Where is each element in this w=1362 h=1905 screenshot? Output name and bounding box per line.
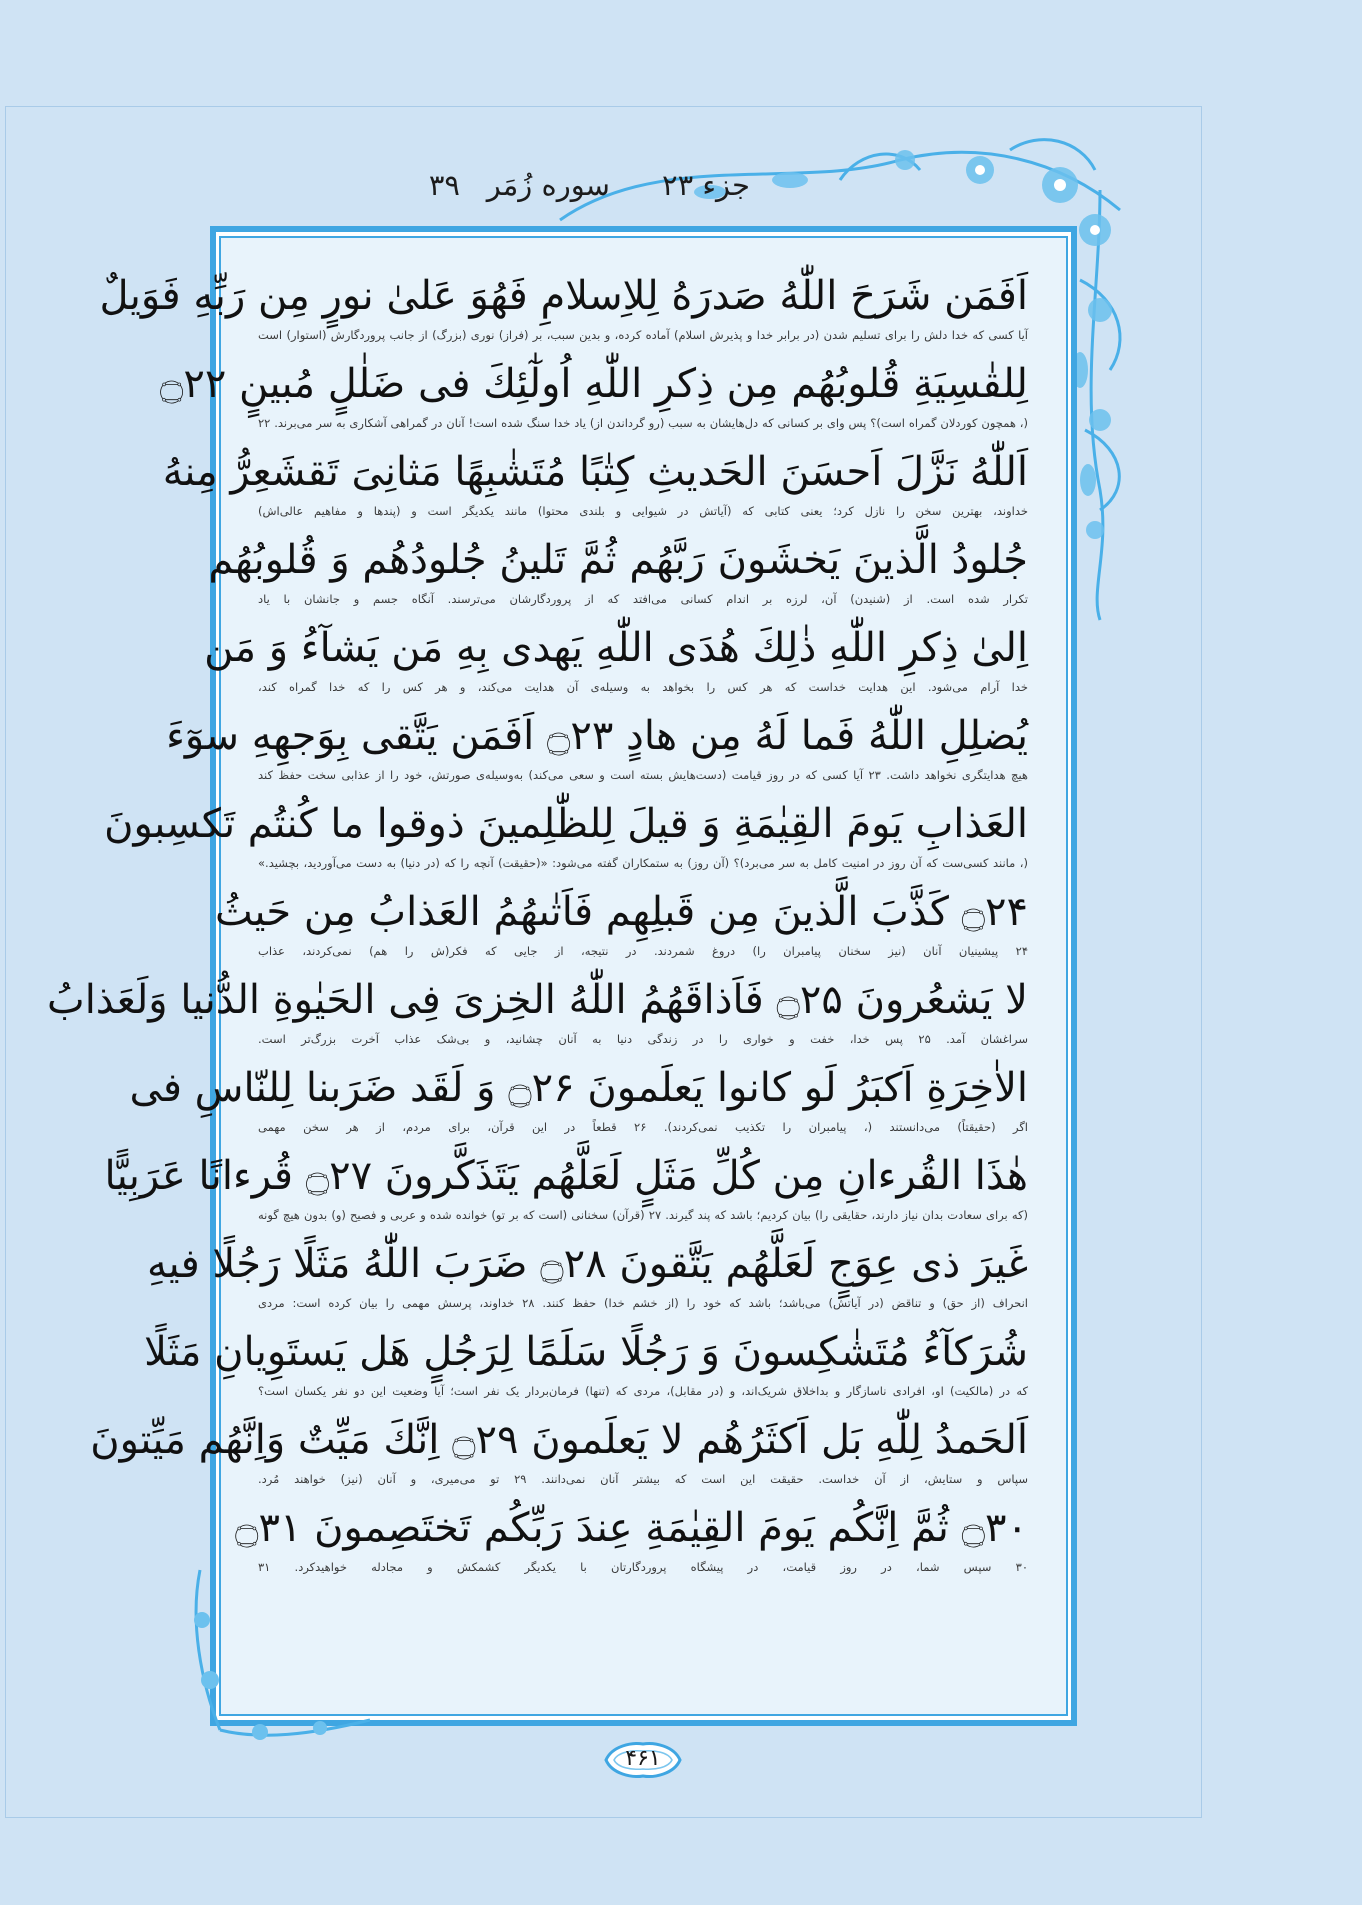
arabic-verse-line-4: جُلودُ الَّذينَ يَخشَونَ رَبَّهُم ثُمَّ تَلينُ جُلودُهُم وَ قُلوبُهُم <box>208 537 1028 583</box>
arabic-verse-line-8: ۝۲۴ كَذَّبَ الَّذينَ مِن قَبلِهِم فَاَتٰىهُمُ العَذابُ مِن حَيثُ <box>215 889 1028 935</box>
arabic-verse-line-1: اَفَمَن شَرَحَ اللّٰهُ صَدرَهُ لِلاِسلامِ فَهُوَ عَلىٰ نورٍ مِن رَبِّهِ فَوَيلٌ <box>99 273 1028 319</box>
persian-translation-line-14: سپاس و ستایش، از آن خداست. حقیقت این است که بیشتر آنان نمی‌دانند. ۲۹ تو می‌میری، و آنان (نیز) خواهند مُرد. <box>258 1472 1028 1486</box>
page-number-badge <box>602 1740 684 1780</box>
page-number: ۴۶۱ <box>625 1746 661 1771</box>
persian-translation-line-11: (که برای سعادت بدان نیاز دارند، حقایقی را) بیان کردیم؛ باشد که پند گیرند. ۲۷ (قرآن) سخنانی (است که بر تو) خوانده شده و عربی و فصیح (و) بدون هیچ گونه <box>258 1208 1029 1222</box>
arabic-verse-line-9: لا يَشعُرونَ ۝۲۵ فَاَذاقَهُمُ اللّٰهُ الخِزىَ فِى الحَيٰوةِ الدُّنيا وَلَعَذابُ <box>47 977 1028 1023</box>
verses-content <box>47 268 1029 1698</box>
page-header <box>390 168 750 208</box>
persian-translation-line-2: (، همچون کوردلان گمراه است)؟ پس وای بر کسانی که دل‌هایشان به سبب (رو گرداندن از) یاد خدا سنگ شده است! آنان در گمراهی آشکاری به سر می‌برند. ۲۲ <box>258 416 1028 430</box>
juz-label: جزء ۲۳ <box>662 168 750 202</box>
persian-translation-line-6: هیچ هدایتگری نخواهد داشت. ۲۳ آیا کسی که در روز قیامت (دست‌هایش بسته است و سعی می‌کند) به‌وسیله‌ی صورتش، خود را از عذابی سخت حفظ کند <box>258 768 1028 782</box>
arabic-verse-line-14: اَلحَمدُ لِلّٰهِ بَل اَكثَرُهُم لا يَعلَمونَ ۝۲۹ اِنَّكَ مَيِّتٌ وَاِنَّهُم مَيِّتونَ <box>90 1417 1028 1463</box>
arabic-verse-line-2: لِلقٰسِيَةِ قُلوبُهُم مِن ذِكرِ اللّٰهِ اُولٰٓئِكَ فى ضَلٰلٍ مُبينٍ ۝۲۲ <box>159 361 1028 407</box>
persian-translation-line-3: خداوند، بهترین سخن را نازل کرد؛ یعنی کتابی که (آیاتش در شیوایی و بلندی محتوا) مانند یکدیگر است و (پندها و مفاهیم عالی‌اش) <box>258 504 1028 518</box>
surah-title: سوره زُمَر <box>486 168 610 202</box>
persian-translation-line-15: ۳۰ سپس شما، در روز قیامت، در پیشگاه پروردگارتان با یکدیگر کشمکش و مجادله خواهید‌کرد. ۳۱ <box>258 1560 1028 1574</box>
arabic-verse-line-10: الاٰخِرَةِ اَكبَرُ لَو كانوا يَعلَمونَ ۝۲۶ وَ لَقَد ضَرَبنا لِلنّاسِ فى <box>129 1065 1028 1111</box>
persian-translation-line-9: سراغشان آمد. ۲۵ پس خدا، خفت و خواری را در زندگی دنیا به آنان چشانید، و بی‌شک عذاب آخرت بزرگ‌تر است. <box>258 1032 1028 1046</box>
persian-translation-line-13: که در (مالکیت) او، افرادی ناسازگار و بداخلاق شریک‌اند، و (در مقابل)، مردی که (تنها) فرمان‌بردار یک نفر است؛ آیا وضعیت این دو نفر یکسان است؟ <box>258 1384 1028 1398</box>
arabic-verse-line-7: العَذابِ يَومَ القِيٰمَةِ وَ قيلَ لِلظّٰلِمينَ ذوقوا ما كُنتُم تَكسِبونَ <box>104 801 1028 847</box>
persian-translation-line-7: (، مانند کسی‌ست که آن روز در امنیت کامل به سر می‌برد)؟ (آن روز) به ستمکاران گفته می‌شود: «(حقیقت) آنچه را که (در دنیا) به دست می‌آوردید، بچشید.» <box>258 856 1028 870</box>
persian-translation-line-8: ۲۴ پیشینیان آنان (نیز سخنان پیامبران را) دروغ شمردند. در نتیجه، از جایی که فکر(ش را هم) نمی‌کردند، عذاب <box>258 944 1028 958</box>
persian-translation-line-10: اگر (حقیقتاً) می‌دانستند (، پیامبران را تکذیب نمی‌کردند). ۲۶ قطعاً در این قرآن، برای مردم، از هر سخن مهمی <box>258 1120 1028 1134</box>
arabic-verse-line-15: ۝۳۰ ثُمَّ اِنَّكُم يَومَ القِيٰمَةِ عِندَ رَبِّكُم تَختَصِمونَ ۝۳۱ <box>235 1505 1028 1551</box>
persian-translation-line-5: خدا آرام می‌شود. این هدایت خداست که هر کس را بخواهد به وسیله‌ی آن هدایت می‌کند، و هر کس را که خدا گمراه کند، <box>258 680 1028 694</box>
persian-translation-line-4: تکرار شده است. از (شنیدن) آن، لرزه بر اندام کسانی می‌افتد که از پروردگارشان می‌ترسند. آنگاه جسم و جانشان با یاد <box>258 592 1028 606</box>
arabic-verse-line-13: شُرَكآءُ مُتَشٰكِسونَ وَ رَجُلًا سَلَمًا لِرَجُلٍ هَل يَستَوِيانِ مَثَلًا <box>144 1329 1028 1375</box>
arabic-verse-line-3: اَللّٰهُ نَزَّلَ اَحسَنَ الحَديثِ كِتٰبًا مُتَشٰبِهًا مَثانِىَ تَقشَعِرُّ مِنهُ <box>162 449 1028 495</box>
arabic-verse-line-6: يُضلِلِ اللّٰهُ فَما لَهُ مِن هادٍ ۝۲۳ اَفَمَن يَتَّقى بِوَجهِهِ سوٓءَ <box>166 713 1028 759</box>
surah-number: ۳۹ <box>428 168 460 202</box>
arabic-verse-line-12: غَيرَ ذى عِوَجٍ لَعَلَّهُم يَتَّقونَ ۝۲۸ ضَرَبَ اللّٰهُ مَثَلًا رَجُلًا فيهِ <box>147 1241 1028 1287</box>
arabic-verse-line-5: اِلىٰ ذِكرِ اللّٰهِ ذٰلِكَ هُدَى اللّٰهِ يَهدى بِهِ مَن يَشآءُ وَ مَن <box>204 625 1028 671</box>
persian-translation-line-1: آیا کسی که خدا دلش را برای تسلیم شدن (در برابر خدا و پذیرش اسلام) آماده کرده، و بدین سبب، بر (فراز) نوری (بزرگ) از جانب پروردگارش (استوار) است <box>258 328 1028 342</box>
persian-translation-line-12: انحراف (از حق) و تناقض (در آیاتش) می‌باشد؛ باشد که خود را (از خشم خدا) حفظ کنند. ۲۸ خداوند، پرسش مهمی را بیان کرده است: مردی <box>258 1296 1028 1310</box>
arabic-verse-line-11: هٰذَا القُرءانِ مِن كُلِّ مَثَلٍ لَعَلَّهُم يَتَذَكَّرونَ ۝۲۷ قُرءانًا عَرَبِيًّا <box>104 1153 1028 1199</box>
